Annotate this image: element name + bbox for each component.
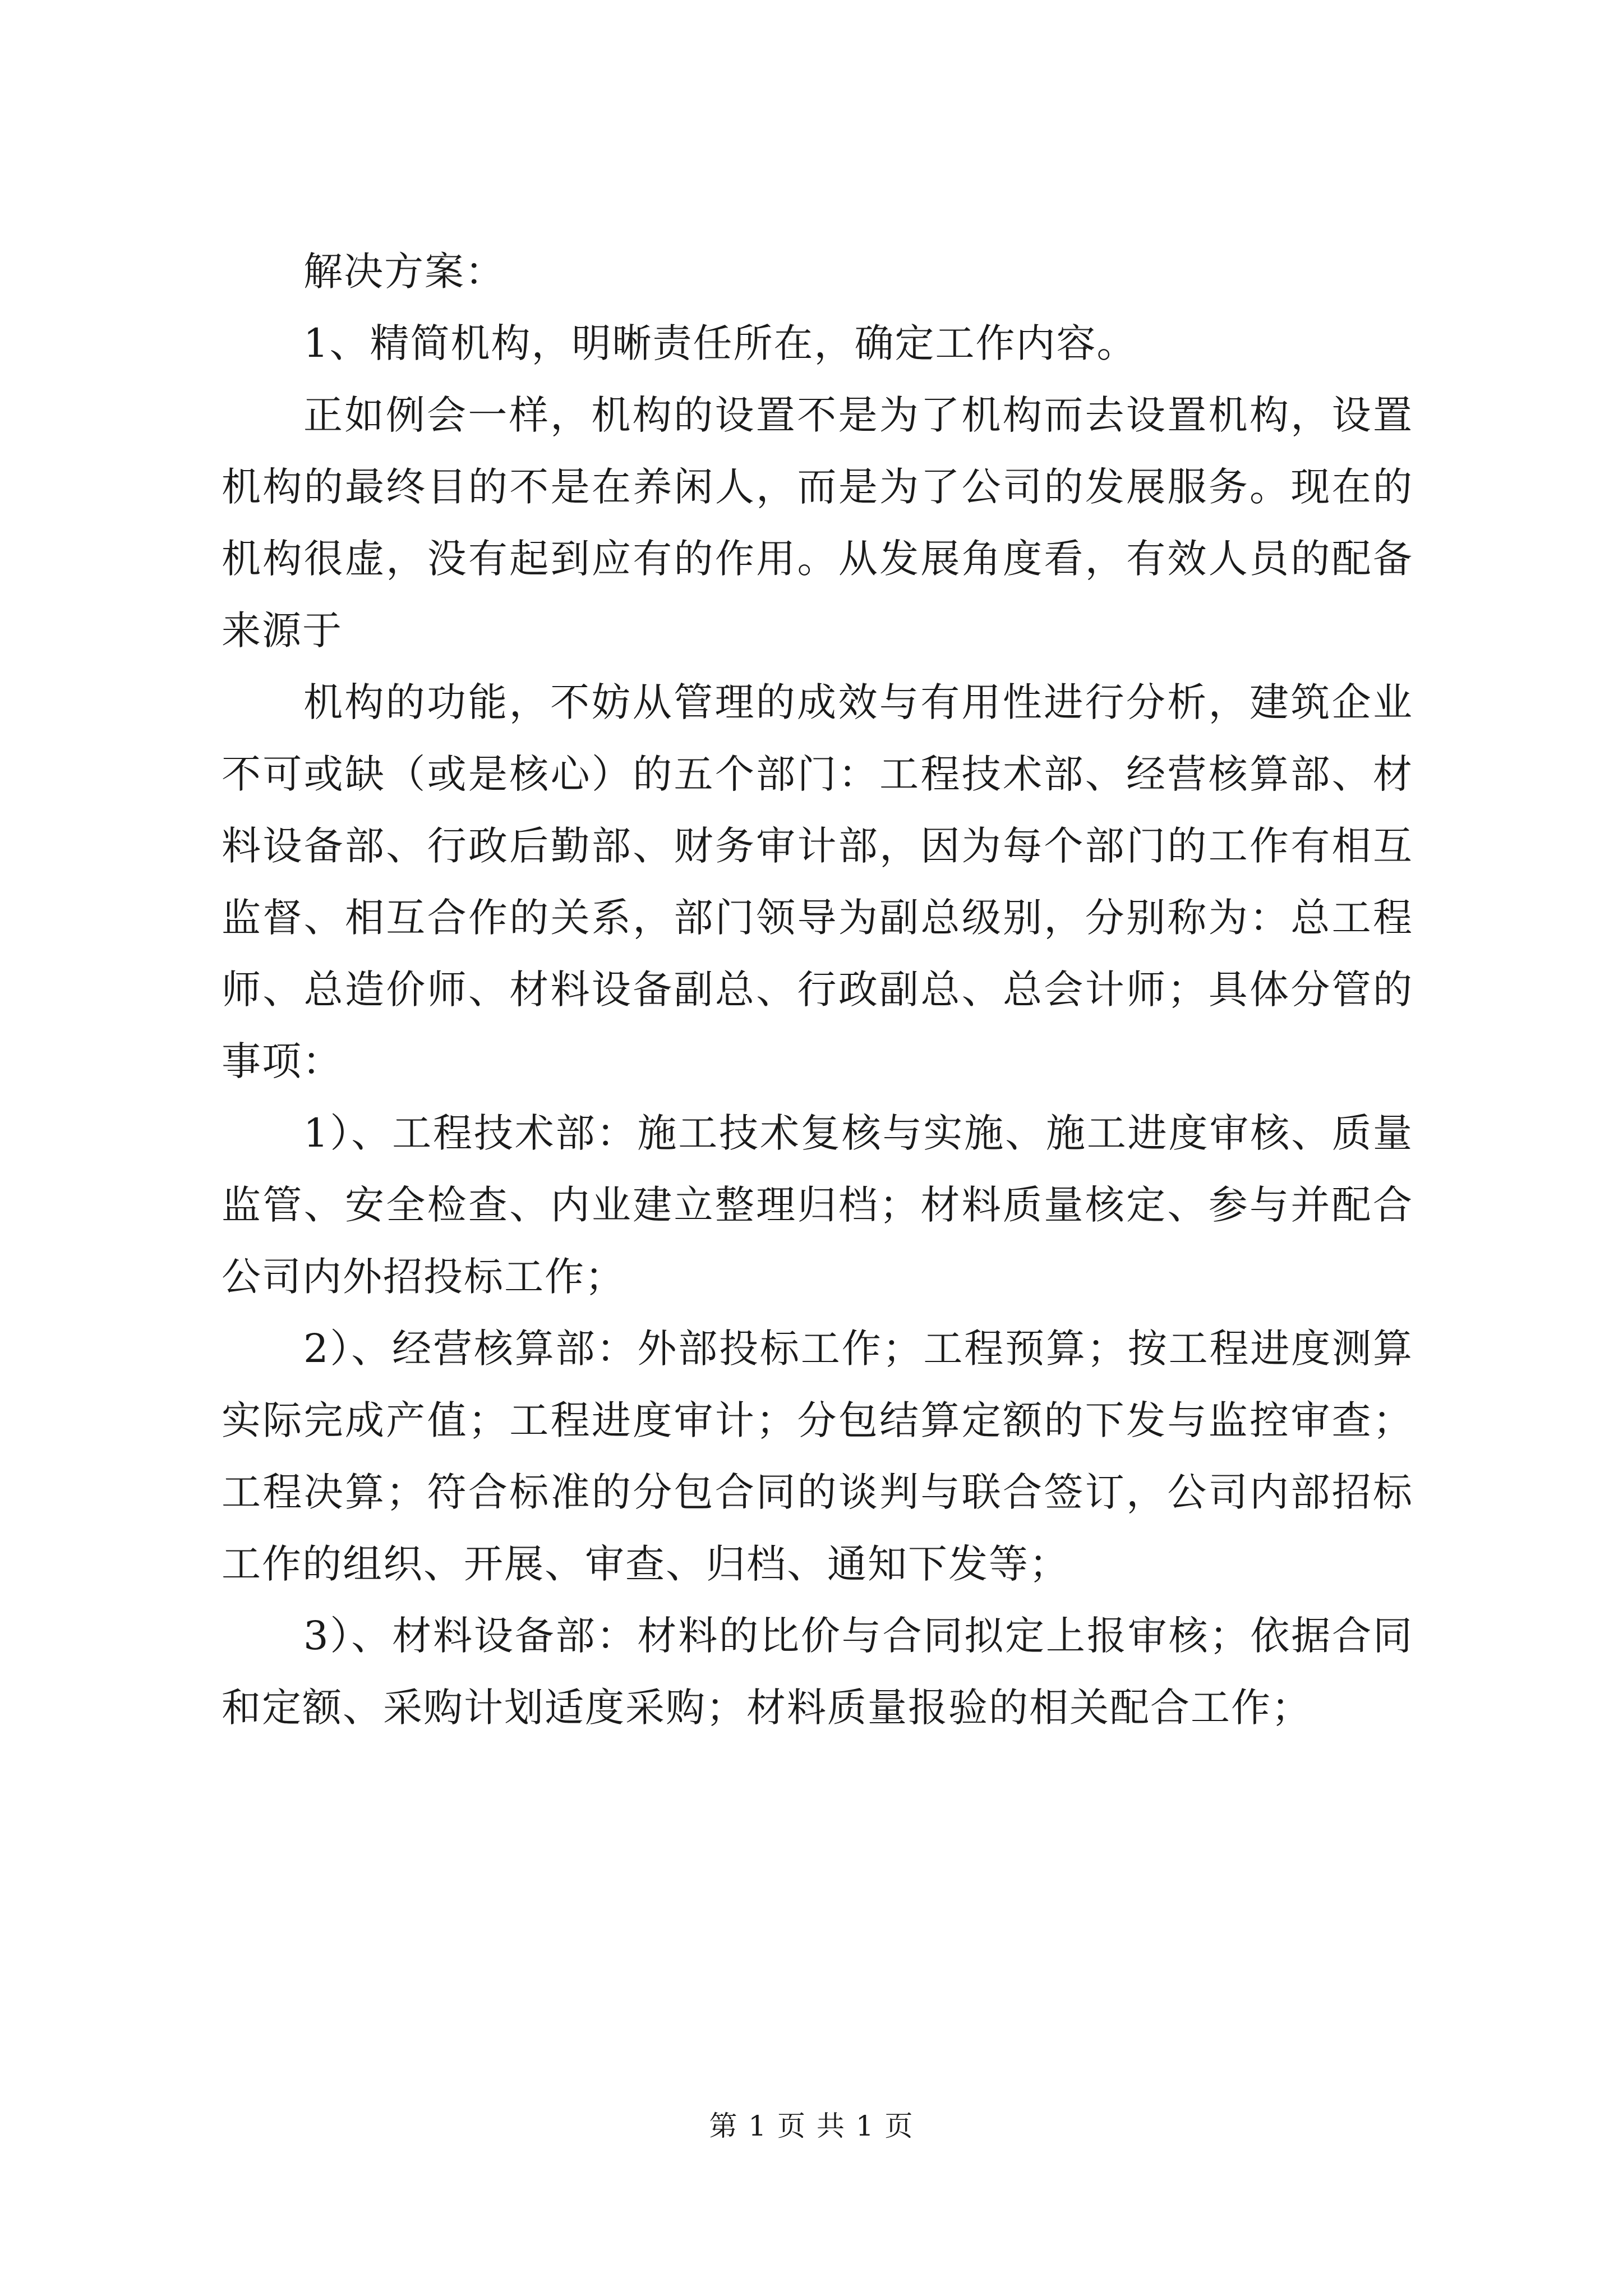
- paragraph-engineering-dept: 1）、工程技术部：施工技术复核与实施、施工进度审核、质量监管、安全检查、内业建立整理归档；材料质量核定、参与并配合公司内外招投标工作；: [222, 1110, 1413, 1300]
- section-heading: 解决方案：: [303, 249, 505, 295]
- paragraph-item-1: 1、精简机构，明晰责任所在，确定工作内容。: [303, 320, 1137, 366]
- page-footer: 第 1 页 共 1 页: [709, 2110, 914, 2142]
- paragraph-materials-dept: 3）、材料设备部：材料的比价与合同拟定上报审核；依据合同和定额、采购计划适度采购；材料质量报验的相关配合工作；: [222, 1613, 1413, 1731]
- paragraph-accounting-dept: 2）、经营核算部：外部投标工作；工程预算；按工程进度测算实际完成产值；工程进度审计；分包结算定额的下发与监控审查；工程决算；符合标准的分包合同的谈判与联合签订，公司内部招标工作的组织、开展、审查、归档、通知下发等；: [222, 1326, 1413, 1587]
- paragraph-departments: 机构的功能，不妨从管理的成效与有用性进行分析，建筑企业不可或缺（或是核心）的五个部门：工程技术部、经营核算部、材料设备部、行政后勤部、财务审计部，因为每个部门的工作有相互监督、相互合作的关系，部门领导为副总级别，分别称为：总工程师、总造价师、材料设备副总、行政副总、总会计师；具体分管的事项：: [222, 679, 1413, 1084]
- paragraph-intro: 正如例会一样，机构的设置不是为了机构而去设置机构，设置机构的最终目的不是在养闲人，而是为了公司的发展服务。现在的机构很虚，没有起到应有的作用。从发展角度看，有效人员的配备来源于: [222, 392, 1413, 654]
- document-body: [222, 236, 1413, 1743]
